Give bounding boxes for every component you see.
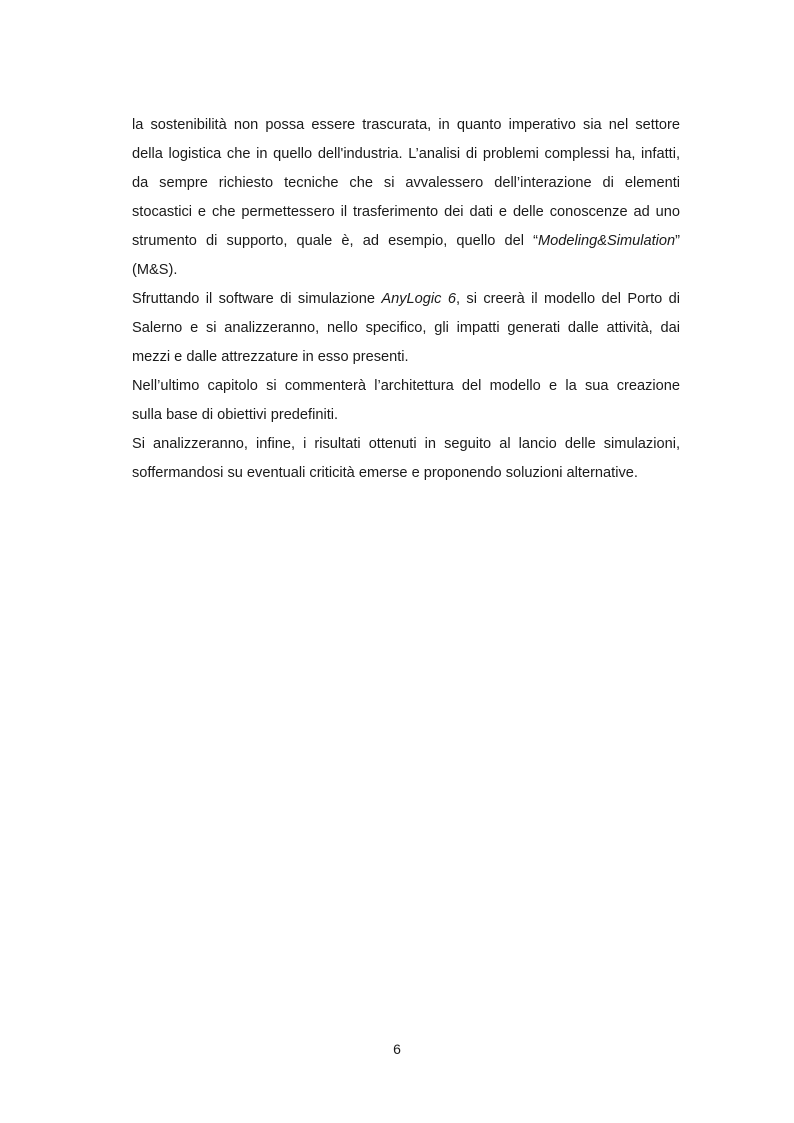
italic-term: Modeling&Simulation — [538, 233, 676, 249]
text-segment: , si creerà il modello del Porto di — [455, 291, 680, 307]
text-line: mezzi e dalle attrezzature in esso presenti. — [132, 349, 409, 365]
text-line: da sempre richiesto tecniche che si avvalessero dell’interazione di elementi — [132, 175, 680, 191]
text-line — [132, 285, 680, 314]
body-paragraphs — [132, 111, 680, 488]
text-segment: ” — [675, 233, 680, 249]
text-segment: Sfruttando il software di simulazione — [132, 291, 382, 307]
text-line — [132, 227, 680, 256]
text-line: Nell’ultimo capitolo si commenterà l’architettura del modello e la sua creazione — [132, 378, 680, 394]
page-number: 6 — [393, 1041, 401, 1057]
text-line: sulla base di obiettivi predefiniti. — [132, 407, 339, 423]
italic-term: AnyLogic 6 — [381, 291, 456, 307]
text-line: la sostenibilità non possa essere trascurata, in quanto imperativo sia nel settore — [132, 117, 680, 133]
text-line: stocastici e che permettessero il trasferimento dei dati e delle conoscenze ad uno — [132, 204, 680, 220]
text-line: (M&S). — [132, 262, 178, 278]
text-segment: strumento di supporto, quale è, ad esempio, quello del “ — [132, 233, 539, 249]
text-line: della logistica che in quello dell'industria. L’analisi di problemi complessi ha, infatti, — [132, 146, 680, 162]
text-line: Salerno e si analizzeranno, nello specifico, gli impatti generati dalle attività, dai — [132, 320, 680, 336]
text-line: soffermandosi su eventuali criticità emerse e proponendo soluzioni alternative. — [132, 465, 638, 481]
text-line: Si analizzeranno, infine, i risultati ottenuti in seguito al lancio delle simulazioni, — [132, 436, 680, 452]
